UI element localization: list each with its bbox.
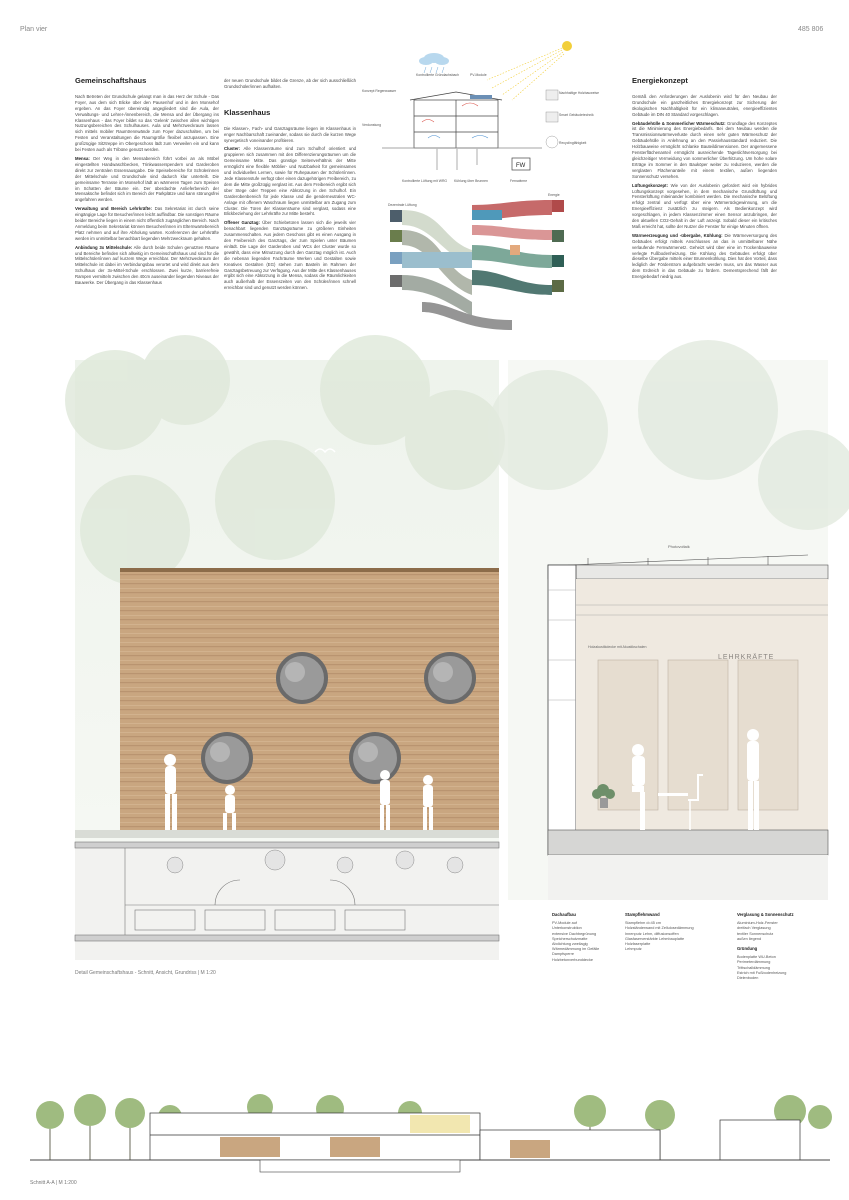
- lehrkraefte-sign: LEHRKRÄFTE: [718, 654, 775, 661]
- long-section-drawing: [30, 1085, 830, 1175]
- table-icon: [658, 793, 688, 796]
- section-detail-panel: [508, 360, 828, 900]
- energy-diagram: [362, 40, 599, 340]
- project-number: 485 806: [798, 26, 824, 33]
- label-pv: PV-Module: [470, 73, 487, 77]
- detail-caption: Detail Gemeinschaftshaus - Schnitt, Ansicht, Grundriss | M 1:20: [75, 970, 216, 976]
- paragraph: Gebäudehülle & Sommerlicher Wärmeschutz: Grundlage des Konzeptes ist die Minimierung des Energiebedarfs. Bei dem Neubau werden die Transmissionswärmeverluste durch einen sehr guten Wärmeschutz der Gebäudehülle in Anlehnung an den Passivhausstandard reduziert. Die Holzbauweise ermöglicht schlanke Bauteildimensionen. Der angemessene Fensterflächenanteil ermöglicht ausreichende Tageslichtversorgung bei gleichzeitiger Vermeidung von sommerlicher Überhitzung. Um hohe solare Erträge im Sommer in den Bauköper weiter zu reduzieren, werden die verglasten Flächenanteile mit einem textilen, außen liegenden Sonnenschutz versehen.: [632, 120, 777, 179]
- label-verdunstung: Verdunstung: [362, 123, 382, 127]
- facade-view-panel: [75, 360, 499, 960]
- label-recycling: Recyclingfähigkeit: [559, 141, 587, 145]
- cloud-icon: [419, 53, 449, 65]
- project-name: Plan vier: [20, 26, 48, 33]
- legend-dachaufbau: Dachaufbau PV-Module auf Unterkonstruktion extensive Dachbegrünung Speicherschutzmatte Abdichtung zweilagig Wärmedämmung im Gefälle Dampfsperre Holzbetonverbunddecke: [552, 912, 600, 962]
- roof-label: Photovoltaik: [668, 544, 690, 549]
- heading-gemeinschaftshaus: Gemeinschaftshaus: [75, 76, 147, 85]
- text-column-gemeinschaftshaus: [75, 78, 219, 289]
- label-fernwaerme: Fernwärme: [510, 179, 528, 183]
- paragraph: Die Klassen-, Fach- und Ganztagsräume liegen im Klassenhaus in enger Nachbarschaft zueinander, sodass sie durch die kurzen Wege synergetisch voneinander profitieren.: [224, 125, 356, 143]
- person-figure: [747, 729, 759, 830]
- paragraph: Gemäß den Anforderungen der Auslobenin wird für den Neubau der Grundschule ein ganzheitliches Energiekonzept zur Sicherung der ökologischen Nachhaltigkeit für ein klimaneutrales, energieeffizientes Gebäude im DIN 40 Standard vorgeschlagen.: [632, 93, 777, 117]
- paragraph: Lüftungskonzept: Wie von der Auslobenin gefordert wird ein hybrides Lüftungskonzept vorgesehen, in dem mechanische Grundlüftung und Fensterlüftung miteinander kombiniert werden. Die mechanische Belüftung erfolgt zentral und verfügt über eine Wärmerückgewinnung, um die Energieeffizienz zusätzlich zu steigern. Als Bedienkonzept wird vorgeschlagen, in jedem Klassenzimmer einen Sensor anzubringen, der den aktuellen CO2-Gehalt in der Luft anzeigt. Sobald dieser ein kritisches Maß erreicht hat, sollte der Nutzer die Fenster für einige Minuten öffnen.: [632, 182, 777, 229]
- paragraph: Cluster: Alle Klassenräume sind zum Schulhof orientiert und gruppieren sich zusammen mit den Differenzierungsräumen um die Gemeinsame Mitte. Das günstige Seitenverhältnis der Mitte ermöglicht eine flexible Möblier- und Nutzbarkeit für gemeinsames und individuelles Lernen, sowie für Ruhepausen der Schüler/innen. Jede Klassenstufe verfügt über einen dazugehörigen Freibereich, zu dem die Mitte großzügig verglast ist. Aus dem Freibereich ergibt sich über Stege oder Treppen eine Abkürzung in den Schulhof. Ein Garderobenbereich für jede Klasse und die genderneutralen WC-Anlage mit offenem Waschraum liegen unmittelbar am Zugang zum Cluster. Die Türen der Klassenräume sind verglast, sodass eine Blickbeziehung der Lehrkräfte zur Mitte besteht.: [224, 146, 356, 217]
- label-regenwasser: Konzept Regenwasser: [362, 89, 397, 93]
- legend-stampflehmwand: Stampflehmwand Stampflehm d=45 cm Holzständerwand mit Zellulosedämmung Innenputz Lehm, diffusionsoffen Glasfaserverstärkte Lehmbauplatte Holzfaserplatte Lehmputz: [625, 912, 694, 952]
- ceiling-hint: Holzakustikdecke mit Akustikschalen: [588, 645, 647, 649]
- legend-gruendung: Gründung: [737, 946, 758, 952]
- long-section-caption: Schnitt A-A | M 1:200: [30, 1180, 77, 1186]
- text-column-klassenhaus: [224, 78, 356, 294]
- label-smart: Smart Gebäudetechnik: [559, 113, 594, 117]
- building-section-icon: [382, 92, 542, 148]
- paragraph: Offener Ganztag: Über Schiebetüren lassen sich die jeweils vier benachbart liegenden Ganztagsräume zu größeren Einheiten zusammenschalten. Aus jedem Geschoss gibt es einen Ausgang in den Freibereich des Ganztags, der zum Spielen unter Bäumen einlädt. Die Lage der Garderoben und WCs der Cluster wurde so gewählt, dass eine Mitnutzung durch den Ganztag möglich ist. Auch die nebenan liegenden Fachräume Werken und Gestalten sowie Kreatives Gestalten (EG) stehen zum Basteln im Rahmen der Ganztagsbetreuung zur Verfügung. Aus der Mitte des Klassenhauses ergibt sich eine Abkürzung in die Mensa, sodass die Räumlichkeiten auch außerhalb der Essenszeiten von den Schüler/innen schnell erreichbar sind und genutzt werden können.: [224, 220, 356, 291]
- paragraph: Wärmeerzeugung und -übergabe, Kühlung: Die Wärmeversorgung des Gebäudes erfolgt mittels Anschlusses an das in unmittelbarer Nähe verlaufende Fernwärmenetz. Geheizt wird über eine im Trockenbauweise verlegte Fußbodenheizung. Die Kühlung des Gebäudes erfolgt über dieselbe Übergabe mittels einer Brunnenkühlung. Dies hat den Vorteil, dass lediglich der Förderstrom aufgebracht werden muss, um das Wasser aus dem Erdreich in das Gebäude zu fördern. Dementsprechend fällt der Energiebedarf niedrig aus.: [632, 232, 777, 280]
- sun-icon: [562, 41, 572, 51]
- heading-energiekonzept: Energiekonzept: [632, 76, 688, 85]
- label-dezentral: Dezentrale Lüftung: [388, 203, 417, 207]
- fw-box-label: FW: [516, 163, 526, 169]
- text-column-energiekonzept: [632, 78, 777, 283]
- label-lueftung: Kontrollierte Lüftung mit WRG: [402, 179, 448, 183]
- paragraph: Nach Betreten der Grundschule gelangt man in das Herz der Schule - Das Foyer, aus dem sich Blicke über den Pausenhof und in den Monsehof ergeben. An das Foyer übereinstig angegliedert sind die Aula, der Verwaltungs- und Lehrer-/innenbereich, die Mensa und der Übergang ins Klassenhaus - das Foyer bildet so das 'Gelenk' zwischen allen wichtigen Nutzungsbereichen des Schulhauses. Aula und Mehrzweckraum lassen sich mittels mobiler Raumtrennwände zum Foyer dazuschalten, um bei Festen und Veranstaltungen die Raumgröße flexibel anzupassen. Eine großzügige Sitztreppe im Obergeschoss lädt zum Verweilen ein und kann bei Festen auch als Tribüne genutzt werden.: [75, 93, 219, 153]
- label-kuehlung: Kühlung über Brunnen: [454, 179, 488, 183]
- heading-klassenhaus: Klassenhaus: [224, 107, 271, 117]
- label-holzbau: Nachhaltige Holzbauweise: [559, 91, 599, 95]
- label-gruendach: Kontrollierte Gründachsbach: [416, 73, 459, 77]
- legend-verglasung: Verglasung & Sonnenschutz Aluminium-Holz-Fenster dreifach Verglasung textiler Sonnenschutz außen liegend Gründung Bodenplatte WU-Beton Perimeterdämmung Trittschalldämmung Estrich mit Fußbodenheizung Dielenboden: [737, 912, 809, 981]
- label-energie: Energie: [548, 193, 560, 197]
- paragraph: der neuen Grundschule bildet die Grenze, ab der sich ausschließlich Grundschüler/innen aufhalten.: [224, 78, 356, 89]
- paragraph: Verwaltung und Bereich Lehrkräfte: Das Sekretariat ist durch seine eingängige Lage für Besucher/innen leicht auffindbar. Die sonstigen Räume beider Bereiche liegen in einem nicht öffentlich zugänglichen Bereich. Nach Anmeldung beim Sekretariat können Besucher/innen im Elternwartebereich Platz nehmen und auf ihre Abholung warten. Konferenzen der Lehrkräfte werden im unmittelbar benachbart liegenden Mehrzweckraum gehalten.: [75, 206, 219, 241]
- paragraph: Anbindung 3x Mittelschule: Alle durch beide Schulen genutzten Räume und Bereiche befinden sich allseitig im Gemeinschaftshaus und sind für die Mittelschüler/innen auf kurzem Wege erreichbar. Der Mehrzweckraum der Mittelschule ist dabei im Verbindungsbau verortet und wird direkt aus dem Schulhaus der 3x-Mittel-Schule erschlossen. Zwei kurze, barrierefreie Rampen vermitteln zwischen den 40cm auseinander liegenden Niveaus der Bauwerke. Der Übergang in das Klassenhaus: [75, 244, 219, 286]
- paragraph: Mensa: Der Weg in den Mensabereich führt vorbei an als Möbel eingestellten Handwaschbecken, Trinkwasserspendern und Garderoben direkt zur zentralen Essensausgabe. Die Speisebereiche für Schülerinnen der Mittelschule und Grundschule sind dadurch klar unterteilt. Die gemeinsame Terrasse im Monsehof lädt an wärmeren Tagen zum Speisen im Schatten der Bäume ein. Der überdachte Anlieferbereich der Mensaküche befindet sich im Bereich der Parkplätze und kann störungsfrei angefahren werden.: [75, 155, 219, 203]
